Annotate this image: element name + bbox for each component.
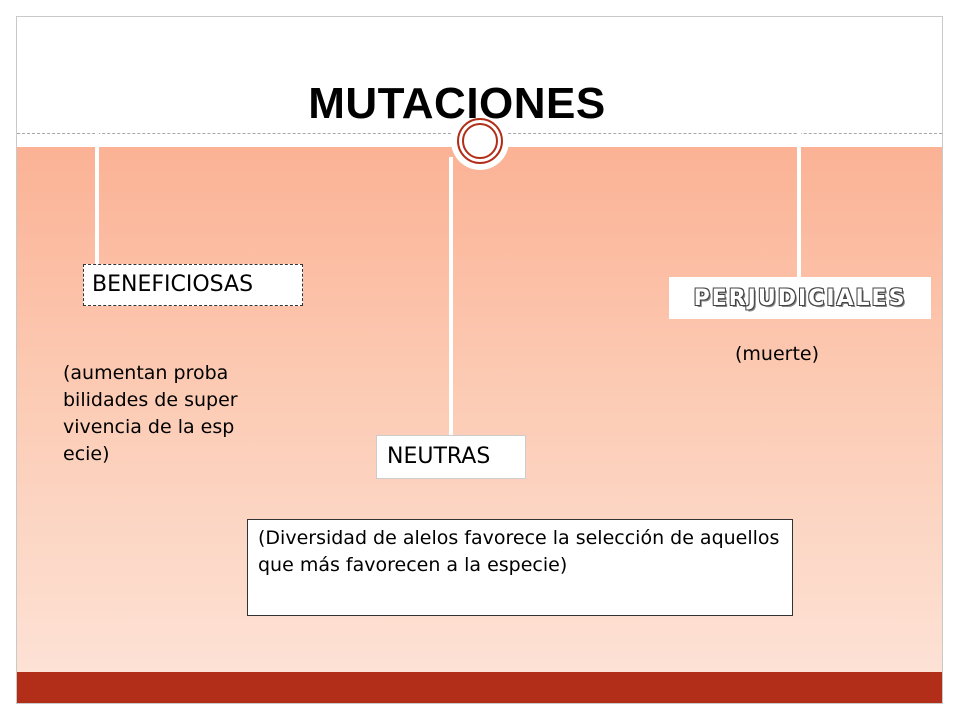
- node-perjudiciales: PERJUDICIALES: [669, 277, 931, 319]
- connector-perjudiciales: [797, 133, 801, 277]
- note-perjudiciales: (muerte): [735, 343, 820, 365]
- slide: [16, 16, 943, 704]
- note-neutras: (Diversidad de alelos favorece la selección de aquellos que más favorecen a la especie): [247, 519, 793, 616]
- connector-beneficiosas: [95, 133, 99, 264]
- node-beneficiosas: BENEFICIOSAS: [83, 264, 303, 306]
- note-beneficiosas: (aumentan probabilidades de supervivencia de la especie): [63, 362, 238, 465]
- connector-neutras: [449, 157, 453, 435]
- diagram-title: MUTACIONES: [308, 79, 606, 128]
- node-neutras: NEUTRAS: [376, 435, 526, 479]
- footer-bar: [17, 672, 942, 704]
